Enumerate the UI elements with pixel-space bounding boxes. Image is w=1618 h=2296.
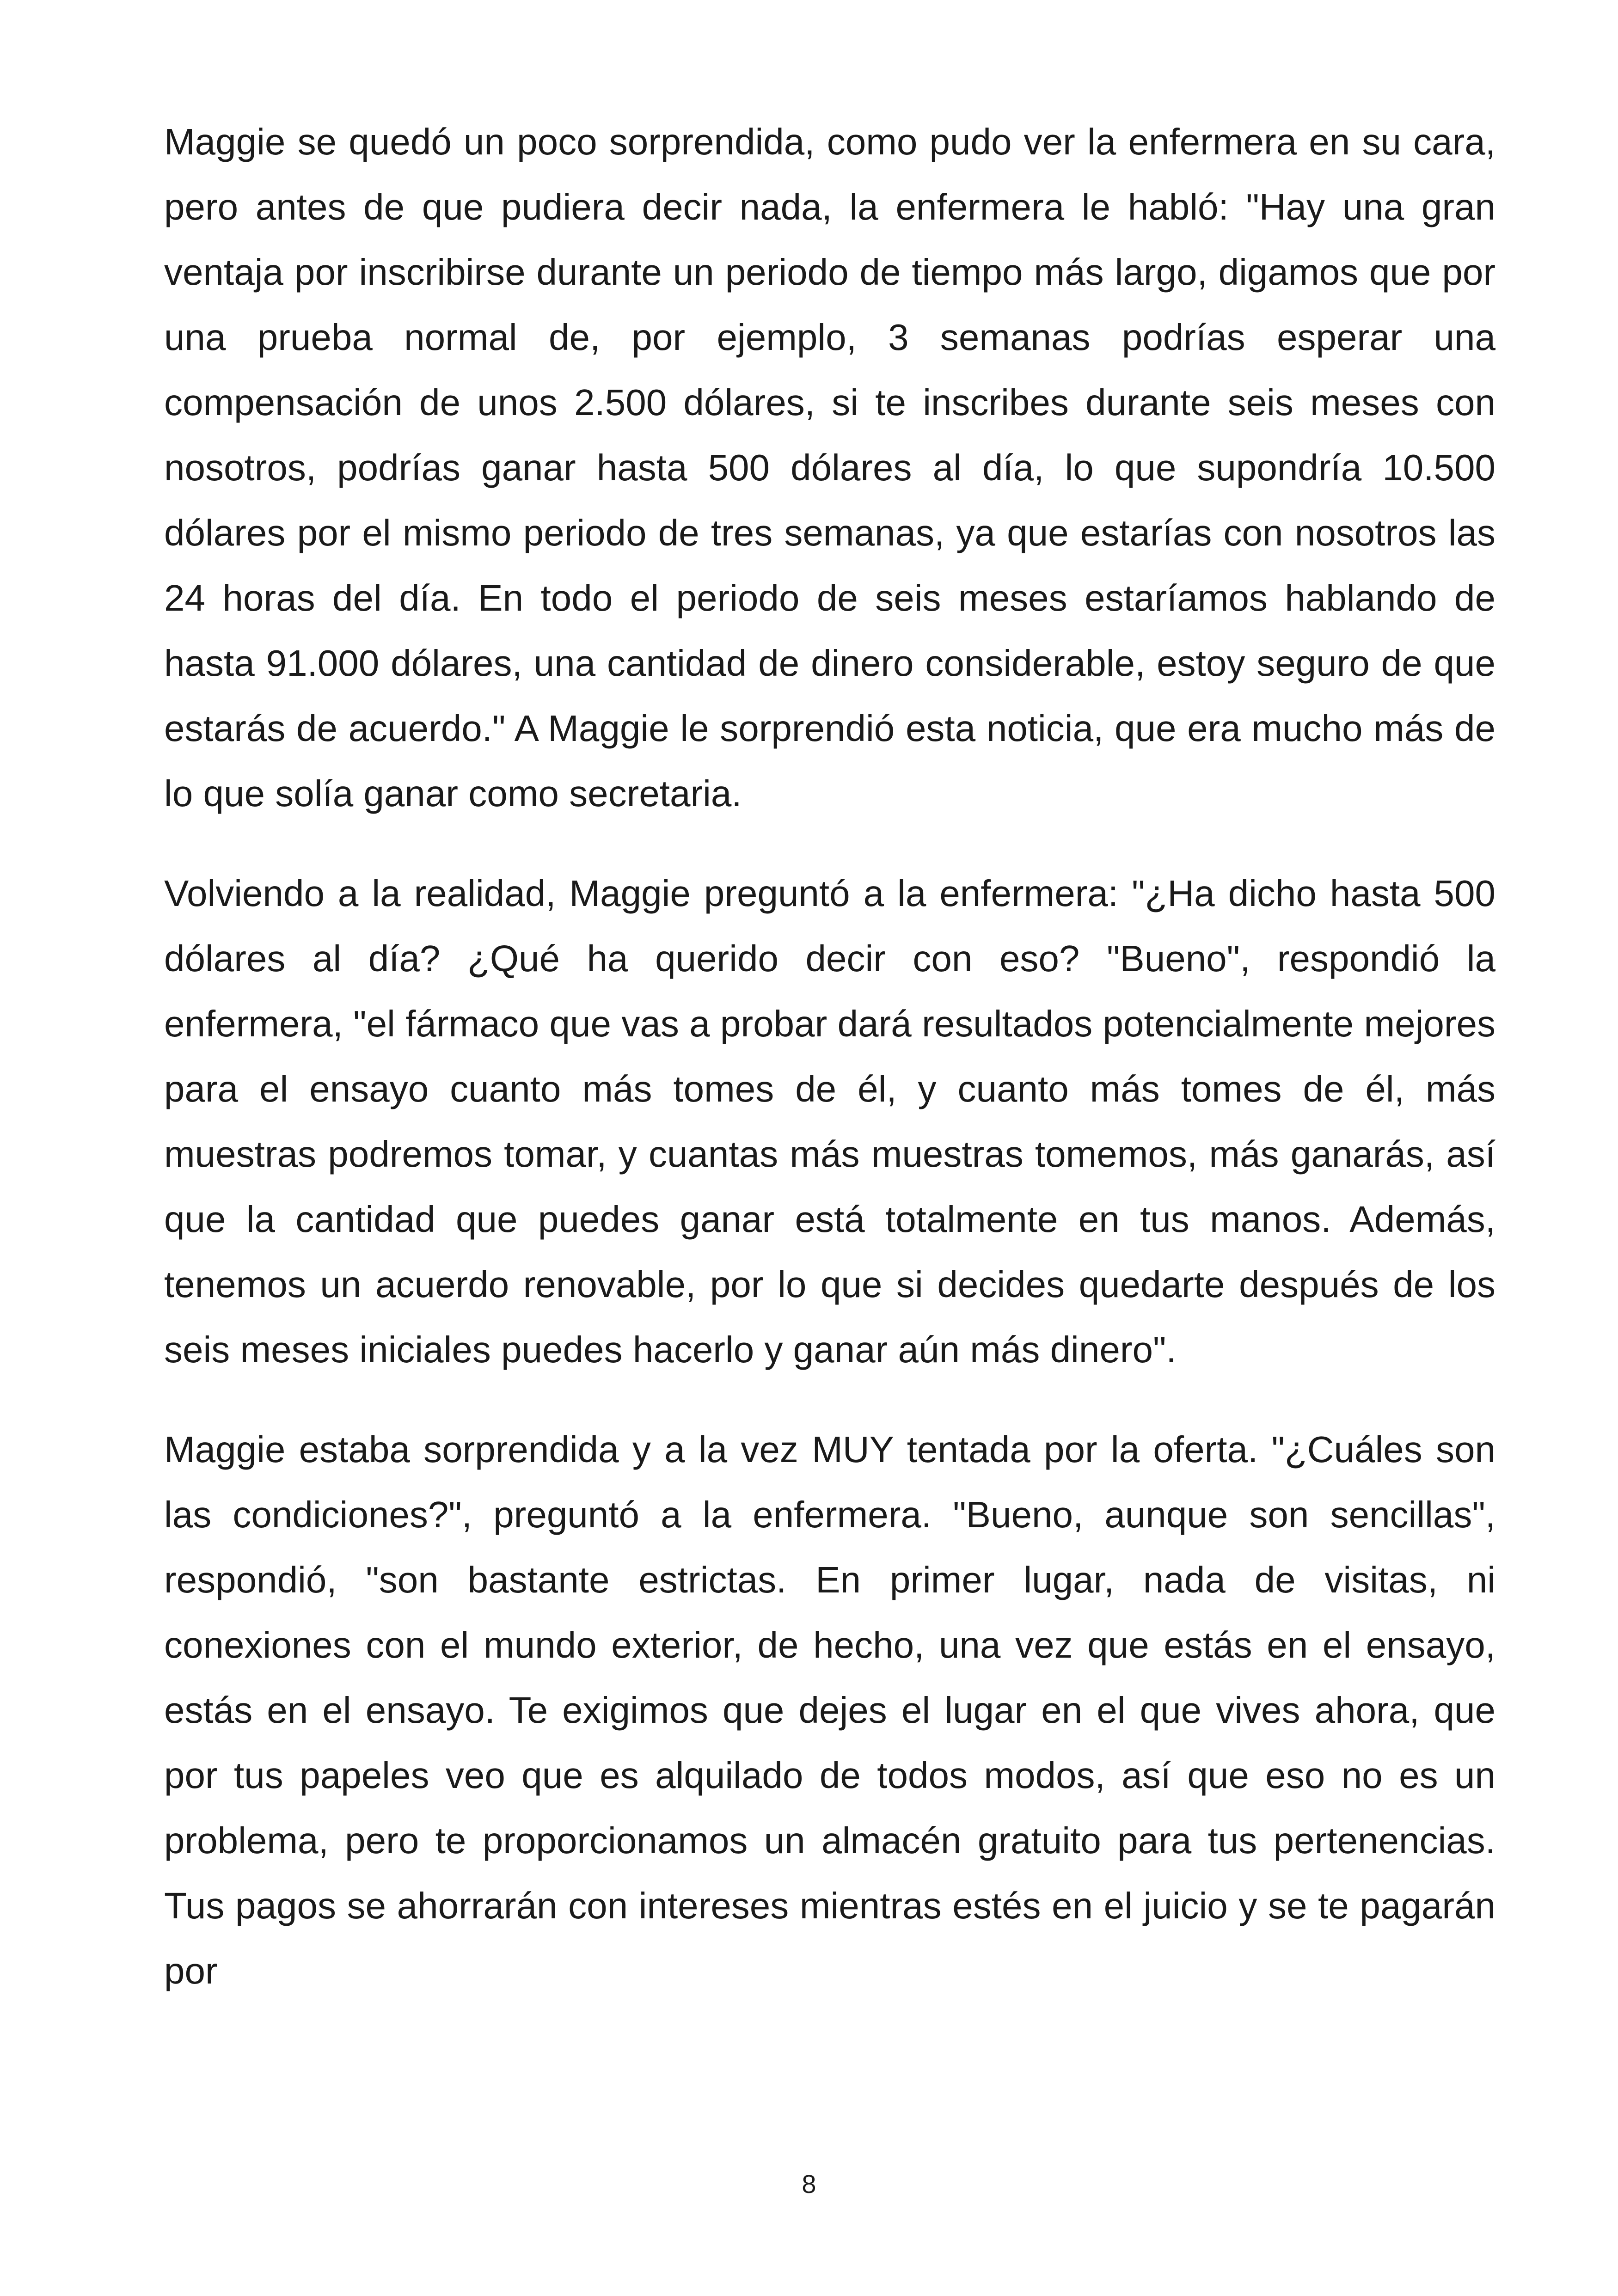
body-text bbox=[164, 109, 1495, 2003]
page-number: 8 bbox=[802, 2169, 816, 2198]
paragraph-3: Maggie estaba sorprendida y a la vez MUY tentada por la oferta. "¿Cuáles son las condiciones?", preguntó a la enfermera. "Bueno, aunque son sencillas", respondió, "son bastante estrictas. En primer lugar, nada de visitas, ni conexiones con el mundo exterior, de hecho, una vez que estás en el ensayo, estás en el ensayo. Te exigimos que dejes el lugar en el que vives ahora, que por tus papeles veo que es alquilado de todos modos, así que eso no es un problema, pero te proporcionamos un almacén gratuito para tus pertenencias. Tus pagos se ahorrarán con intereses mientras estés en el juicio y se te pagarán por bbox=[164, 1429, 1495, 1991]
paragraph-2: Volviendo a la realidad, Maggie preguntó a la enfermera: "¿Ha dicho hasta 500 dólares al día? ¿Qué ha querido decir con eso? "Bueno", respondió la enfermera, "el fármaco que vas a probar dará resultados potencialmente mejores para el ensayo cuanto más tomes de él, y cuanto más tomes de él, más muestras podremos tomar, y cuantas más muestras tomemos, más ganarás, así que la cantidad que puedes ganar está totalmente en tus manos. Además, tenemos un acuerdo renovable, por lo que si decides quedarte después de los seis meses iniciales puedes hacerlo y ganar aún más dinero". bbox=[164, 873, 1495, 1370]
paragraph-1: Maggie se quedó un poco sorprendida, como pudo ver la enfermera en su cara, pero antes de que pudiera decir nada, la enfermera le habló: "Hay una gran ventaja por inscribirse durante un periodo de tiempo más largo, digamos que por una prueba normal de, por ejemplo, 3 semanas podrías esperar una compensación de unos 2.500 dólares, si te inscribes durante seis meses con nosotros, podrías ganar hasta 500 dólares al día, lo que supondría 10.500 dólares por el mismo periodo de tres semanas, ya que estarías con nosotros las 24 horas del día. En todo el periodo de seis meses estaríamos hablando de hasta 91.000 dólares, una cantidad de dinero considerable, estoy seguro de que estarás de acuerdo." A Maggie le sorprendió esta noticia, que era mucho más de lo que solía ganar como secretaria. bbox=[164, 121, 1495, 814]
